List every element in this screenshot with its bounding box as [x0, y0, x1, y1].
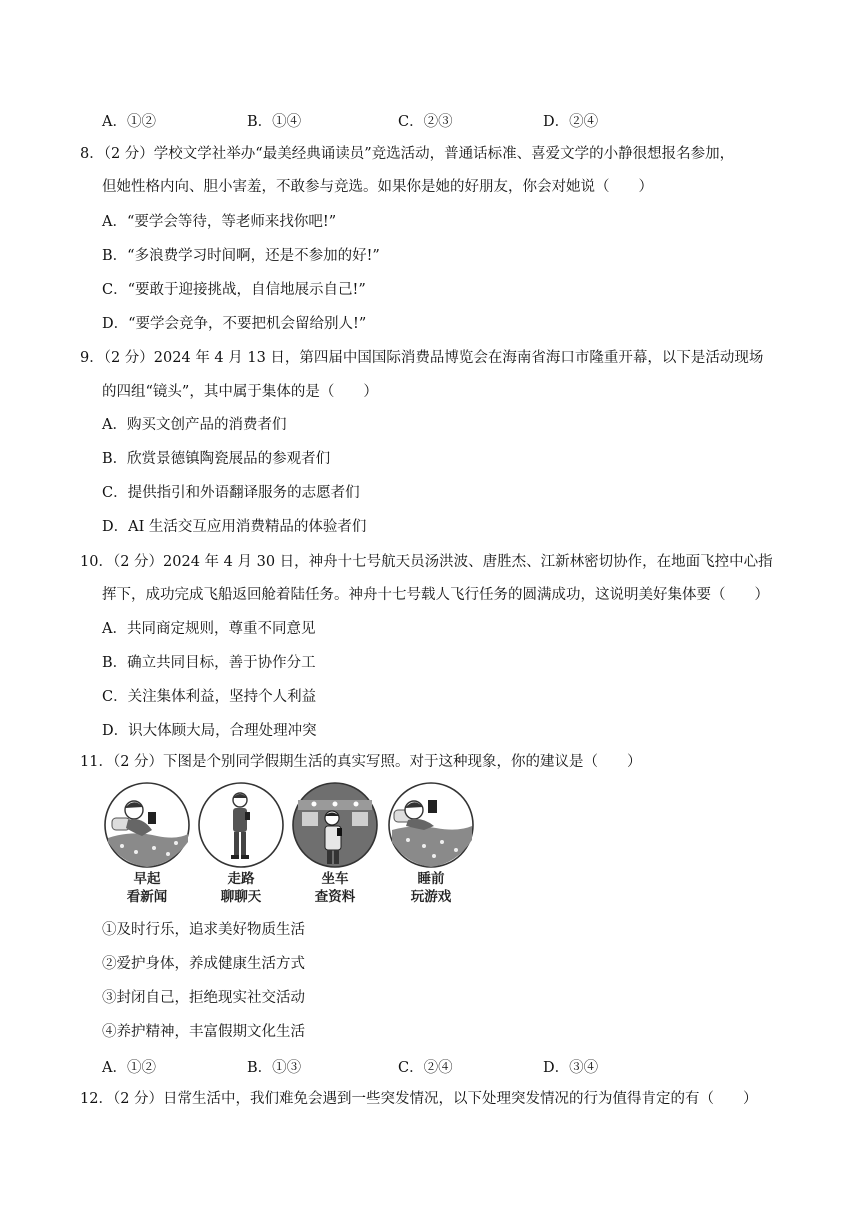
q11-options	[102, 1056, 662, 1078]
q10-stem-line2: 挥下，成功完成飞船返回舱着陆任务。神舟十七号载人飞行任务的圆满成功，这说明美好集体要（ ）	[102, 587, 769, 603]
person-gaming-in-bed-illustration	[386, 780, 476, 870]
q8-stem-line2: 但她性格内向、胆小害羞，不敢参与竞选。如果你是她的好朋友，你会对她说（ ）	[102, 179, 653, 195]
q11-picture-4-caption-line2: 玩游戏	[410, 889, 452, 905]
q10-option-d: D．识大体顾大局，合理处理冲突	[102, 723, 317, 739]
q8-option-d: D．“要学会竞争，不要把机会留给别人!”	[102, 316, 367, 332]
q11-statement-1: ①及时行乐，追求美好物质生活	[102, 922, 305, 938]
q8-option-b: B．“多浪费学习时间啊，还是不参加的好!”	[102, 248, 380, 264]
q9-option-d: D．AI 生活交互应用消费精品的体验者们	[102, 519, 367, 535]
person-reading-news-in-bed-illustration	[102, 780, 192, 870]
q11-picture-3	[290, 780, 380, 906]
q11-stem: 11．（2 分）下图是个别同学假期生活的真实写照。对于这种现象，你的建议是（ ）	[80, 754, 642, 770]
q11-picture-1	[102, 780, 192, 906]
q8-option-c: C．“要敢于迎接挑战，自信地展示自己!”	[102, 282, 366, 298]
q9-option-c: C．提供指引和外语翻译服务的志愿者们	[102, 485, 360, 501]
q10-option-c: C．关注集体利益，坚持个人利益	[102, 689, 317, 705]
q7-option-a: A．①②	[102, 114, 156, 130]
person-on-bus-with-phone-illustration	[290, 780, 380, 870]
q11-statement-3: ③封闭自己，拒绝现实社交活动	[102, 990, 305, 1006]
q11-option-d: D．③④	[543, 1060, 599, 1076]
q10-stem-line1: 10．（2 分）2024 年 4 月 30 日，神舟十七号航天员汤洪波、唐胜杰、江新林密切协作，在地面飞控中心指	[80, 554, 773, 570]
q11-statement-4: ④养护精神，丰富假期文化生活	[102, 1024, 305, 1040]
q9-option-a: A．购买文创产品的消费者们	[102, 417, 287, 433]
q11-picture-3-caption-line1: 坐车	[321, 871, 349, 887]
q7-options	[102, 110, 662, 132]
q11-picture-2	[196, 780, 286, 906]
q9-stem-line2: 的四组“镜头”，其中属于集体的是（ ）	[102, 384, 378, 400]
person-walking-with-phone-illustration	[196, 780, 286, 870]
q8-option-a: A．“要学会等待，等老师来找你吧!”	[102, 214, 337, 230]
q7-option-b: B．①④	[247, 114, 302, 130]
q10-option-b: B．确立共同目标，善于协作分工	[102, 655, 316, 671]
q9-stem-line1: 9．（2 分）2024 年 4 月 13 日，第四届中国国际消费品博览会在海南省海口市隆重开幕，以下是活动现场	[80, 350, 764, 366]
q11-statement-2: ②爱护身体，养成健康生活方式	[102, 956, 305, 972]
q11-option-b: B．①③	[247, 1060, 302, 1076]
q11-picture-1-caption-line2: 看新闻	[126, 889, 168, 905]
q12-stem: 12．（2 分）日常生活中，我们难免会遇到一些突发情况，以下处理突发情况的行为值得肯定的有（ ）	[80, 1091, 758, 1107]
q11-picture-1-caption-line1: 早起	[133, 871, 161, 887]
q8-stem-line1: 8．（2 分）学校文学社举办“最美经典诵读员”竞选活动，普通话标准、喜爱文学的小静很想报名参加，	[80, 146, 735, 162]
q9-option-b: B．欣赏景德镇陶瓷展品的参观者们	[102, 451, 331, 467]
q7-option-c: C．②③	[398, 114, 453, 130]
q11-picture-3-caption-line2: 查资料	[314, 889, 356, 905]
q11-option-c: C．②④	[398, 1060, 453, 1076]
q10-option-a: A．共同商定规则，尊重不同意见	[102, 621, 316, 637]
q11-option-a: A．①②	[102, 1060, 156, 1076]
q11-picture-4	[386, 780, 476, 906]
q11-picture-4-caption-line1: 睡前	[417, 871, 445, 887]
q11-picture-2-caption-line2: 聊聊天	[220, 889, 262, 905]
q11-picture-2-caption-line1: 走路	[227, 871, 255, 887]
q7-option-d: D．②④	[543, 114, 599, 130]
